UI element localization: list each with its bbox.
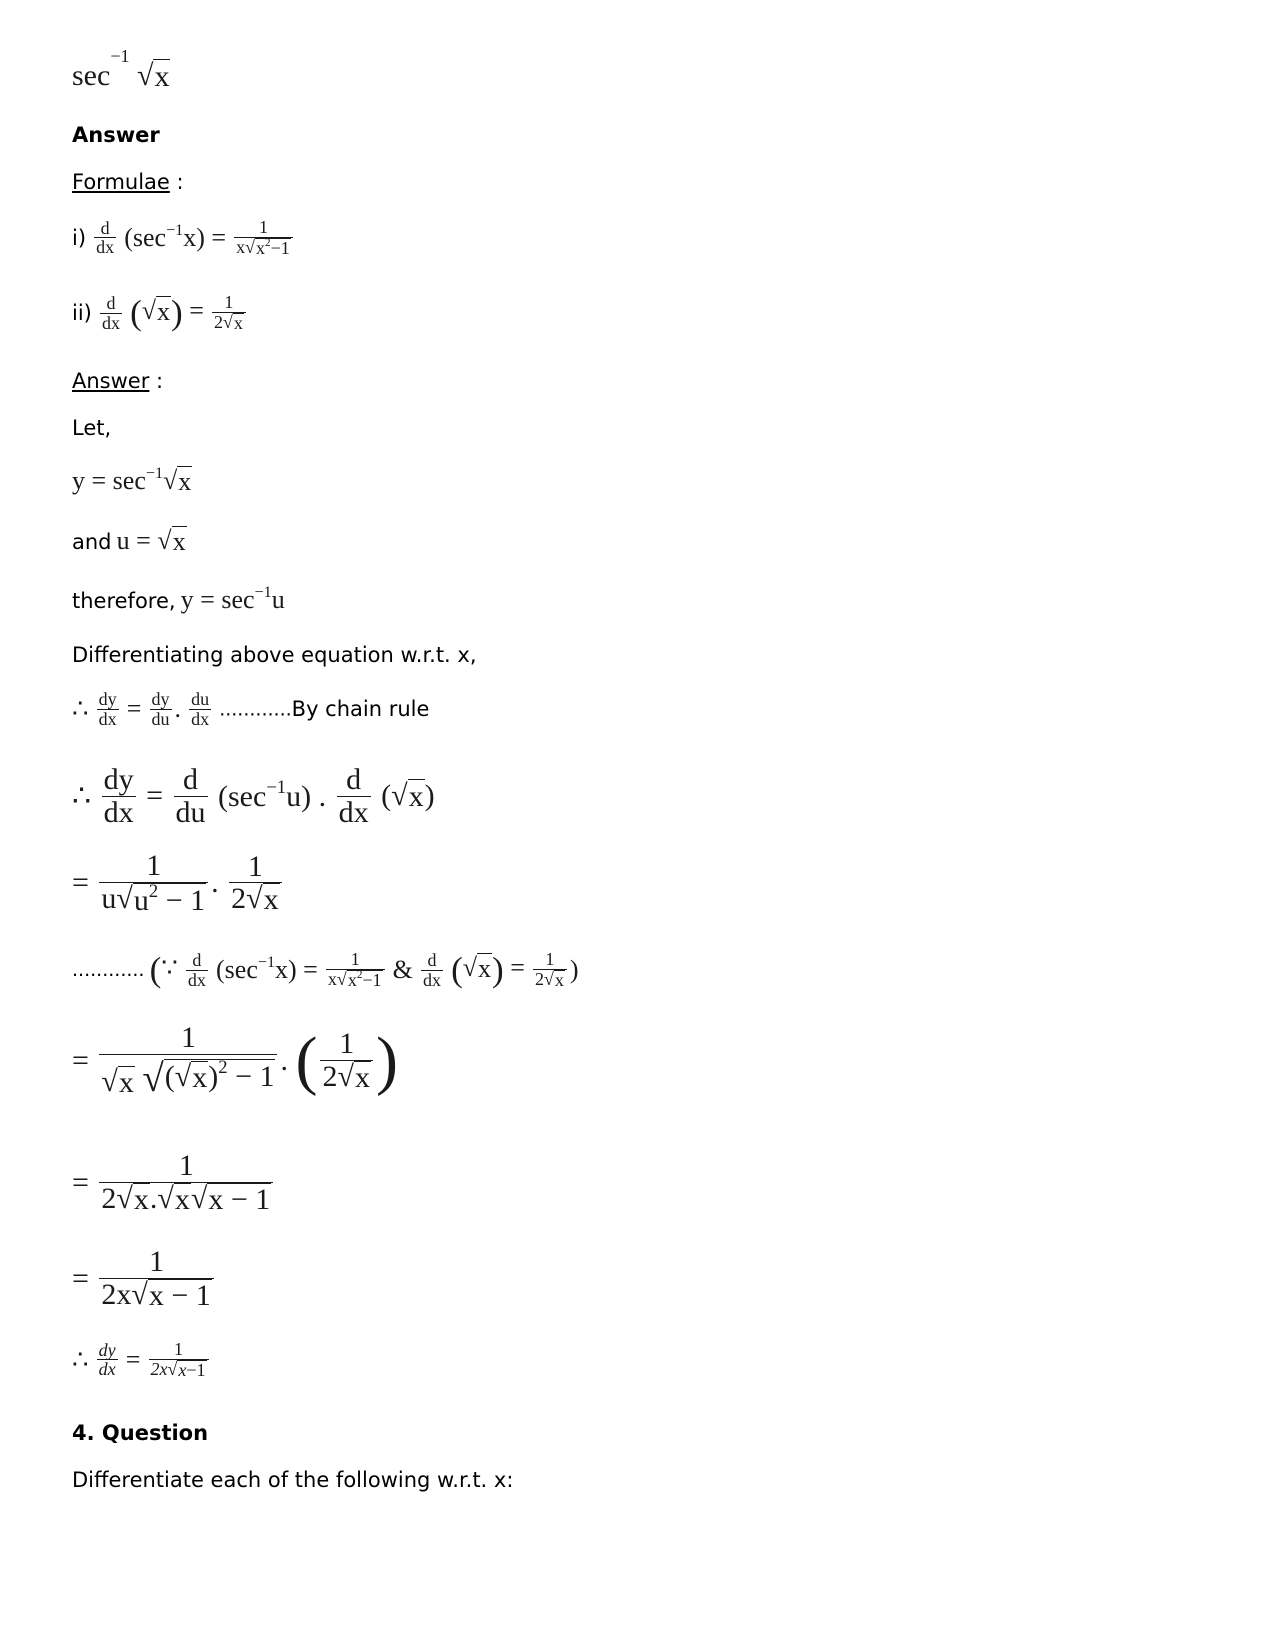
formula-2: ii) $\frac{d}{dx}$ ( √ x ) = 1 2 √ x <box>72 293 249 333</box>
differentiating-text: Differentiating above equation w.r.t. x, <box>72 643 477 667</box>
sqrt-symbol: √ x <box>136 59 170 93</box>
eq-chain-applied: ∴ $\frac{dy}{dx}$ = $\frac{d}{du}$ $(\sec^{-1}u)$ . $\frac{d}{dx}$ ( √ x ) <box>72 763 435 829</box>
answer-label: Answer <box>72 369 150 393</box>
answer-line <box>72 369 163 393</box>
eq-step-2: = 1 √ x √ ( √ x )$^2$ − 1 . ( 1 2 √ x ) <box>72 1021 398 1100</box>
eq-u-def: and u = √ x <box>72 526 186 556</box>
reason-dots: ............ <box>72 959 145 981</box>
formula-2-prefix: ii) <box>72 301 92 325</box>
eq-step-3: = 1 2 √ x . √ x √ x − 1 <box>72 1150 276 1215</box>
let-text: Let, <box>72 416 112 440</box>
chain-rule-dots: ............ <box>219 698 292 721</box>
eq-step-4: = 1 2x √ x − 1 <box>72 1246 217 1311</box>
eq-reason: ............ (∵ $\frac{d}{dx}$ $(\sec^{-1}x)$ = 1 x √ $x^2-1$ & $\frac{d}{dx}$ ( √ x ) = 1 2 √ x ) <box>72 949 579 990</box>
and-text: and <box>72 530 112 554</box>
formulae-line <box>72 170 184 194</box>
question-heading: 4. Question <box>72 1421 209 1445</box>
eq-step-1: = 1 u √ $u^2 - 1$ . 1 2 √ x <box>72 850 285 916</box>
problem-expression: $\sec^{-1}$ √ x <box>72 46 170 93</box>
chain-rule-text: By chain rule <box>291 697 430 722</box>
formulae-colon: : <box>169 170 184 194</box>
eq-y-def: $y = \sec^{-1}$ √ x <box>72 464 192 496</box>
formula-1-prefix: i) <box>72 225 87 250</box>
formulae-label: Formulae <box>72 170 170 194</box>
formula-1: i) $\frac{d}{dx}$ $(\sec^{-1}x)$ = 1 x √ $x^2-1$ <box>72 218 296 258</box>
therefore-text: therefore, <box>72 589 176 613</box>
final-answer: ∴ $\frac{dy}{dx}$ = 1 2x √ x−1 <box>72 1340 212 1380</box>
answer-colon: : <box>149 369 164 393</box>
question-text: Differentiate each of the following w.r.t. x: <box>72 1468 514 1492</box>
eq-y-u: therefore, $y = \sec^{-1}u$ <box>72 583 285 614</box>
answer-heading: Answer <box>72 123 160 147</box>
chain-rule-line: ∴ $\frac{dy}{dx}$ = $\frac{dy}{du}$ . $\frac{du}{dx}$ ............By chain rule <box>72 689 430 729</box>
